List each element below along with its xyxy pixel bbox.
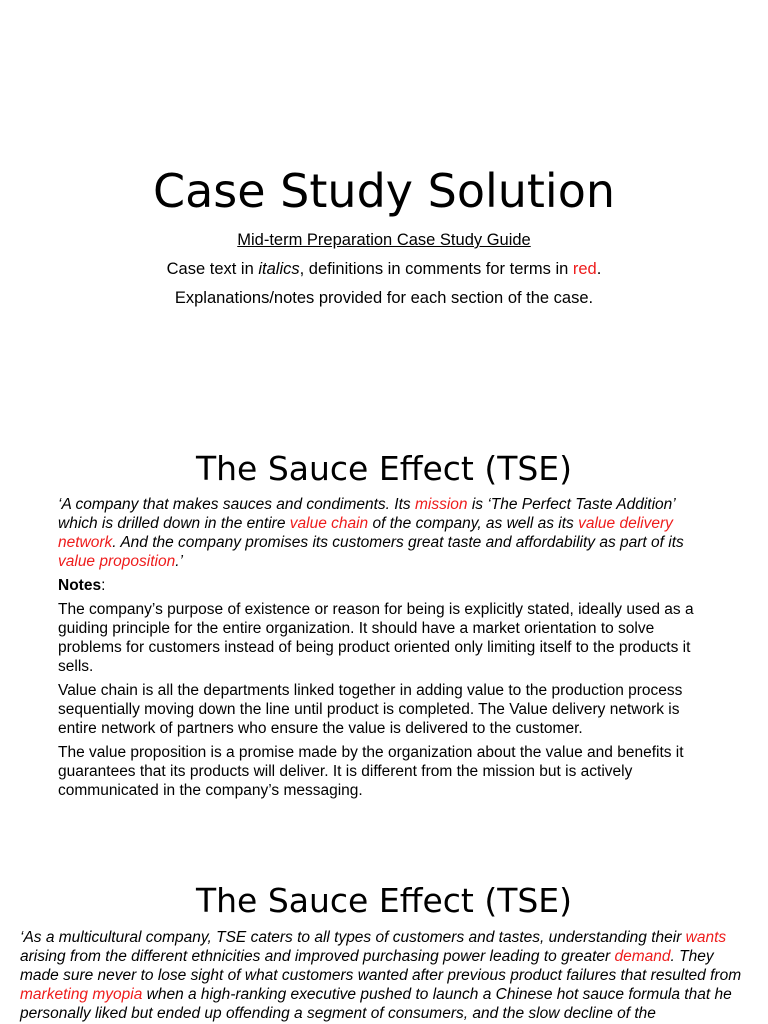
legend-text-a: Case text in xyxy=(166,260,259,278)
quote-text: when a high-ranking executive pushed to launch a Chinese hot sauce formula that he personally liked but ended up offending a segment of consumers, and the slow decline of the xyxy=(20,986,732,1022)
slide-3-title: The Sauce Effect (TSE) xyxy=(195,881,573,920)
quote-text: is ‘The Perfect Taste Addition’ which is drilled down in the entire xyxy=(58,496,675,532)
guide-title: Mid-term Preparation Case Study Guide xyxy=(237,231,531,249)
slide-2-title: The Sauce Effect (TSE) xyxy=(195,449,573,488)
term-value-delivery-network: value delivery network xyxy=(58,515,673,551)
notes-colon: : xyxy=(101,577,106,594)
notes-label: Notes xyxy=(58,577,102,594)
notes-heading xyxy=(58,576,708,595)
note-mission: The company’s purpose of existence or reason for being is explicitly stated, ideally used as a guiding principle for the entire organization. It should have a market orientation to solve problems for customers instead of being product oriented only limiting itself to the products it sells. xyxy=(58,601,694,675)
quote-text: ‘A company that makes sauces and condiments. Its xyxy=(58,496,415,513)
quote-text: . And the company promises its customers great taste and affordability as part of its xyxy=(112,534,684,551)
term-demand: demand xyxy=(614,948,671,965)
note-value-proposition: The value proposition is a promise made by the organization about the value and benefits it guarantees that its products will deliver. It is different from the mission but is actively communicated in the company’s messaging. xyxy=(58,744,684,799)
quote-text: .’ xyxy=(175,553,183,570)
quote-text: ‘As a multicultural company, TSE caters to all types of customers and tastes, understanding their xyxy=(20,929,686,946)
term-value-proposition: value proposition xyxy=(58,553,176,570)
legend-text-c: . xyxy=(596,260,602,278)
case-quote xyxy=(58,495,708,571)
quote-text: of the company, as well as its xyxy=(368,515,579,532)
formatting-legend xyxy=(0,255,768,284)
case-quote xyxy=(20,928,750,1023)
term-value-chain: value chain xyxy=(289,515,369,532)
legend-text-b: , definitions in comments for terms in xyxy=(299,260,573,278)
term-mission: mission xyxy=(414,496,468,513)
explanations-note: Explanations/notes provided for each section of the case. xyxy=(174,289,594,307)
note-value-chain: Value chain is all the departments linked together in adding value to the production process sequentially moving down the line until product is completed. The Value delivery network is entire network of partners who ensure the value is delivered to the customer. xyxy=(58,682,683,737)
quote-text: arising from the different ethnicities and improved purchasing power leading to greater xyxy=(20,948,615,965)
term-marketing-myopia: marketing myopia xyxy=(20,986,143,1003)
quote-text: . They made sure never to lose sight of what customers wanted after previous product failures that resulted from xyxy=(20,948,742,984)
slide-1-title: Case Study Solution xyxy=(152,164,616,218)
legend-italics: italics xyxy=(258,260,300,278)
term-wants: wants xyxy=(685,929,727,946)
legend-red: red xyxy=(572,260,597,278)
